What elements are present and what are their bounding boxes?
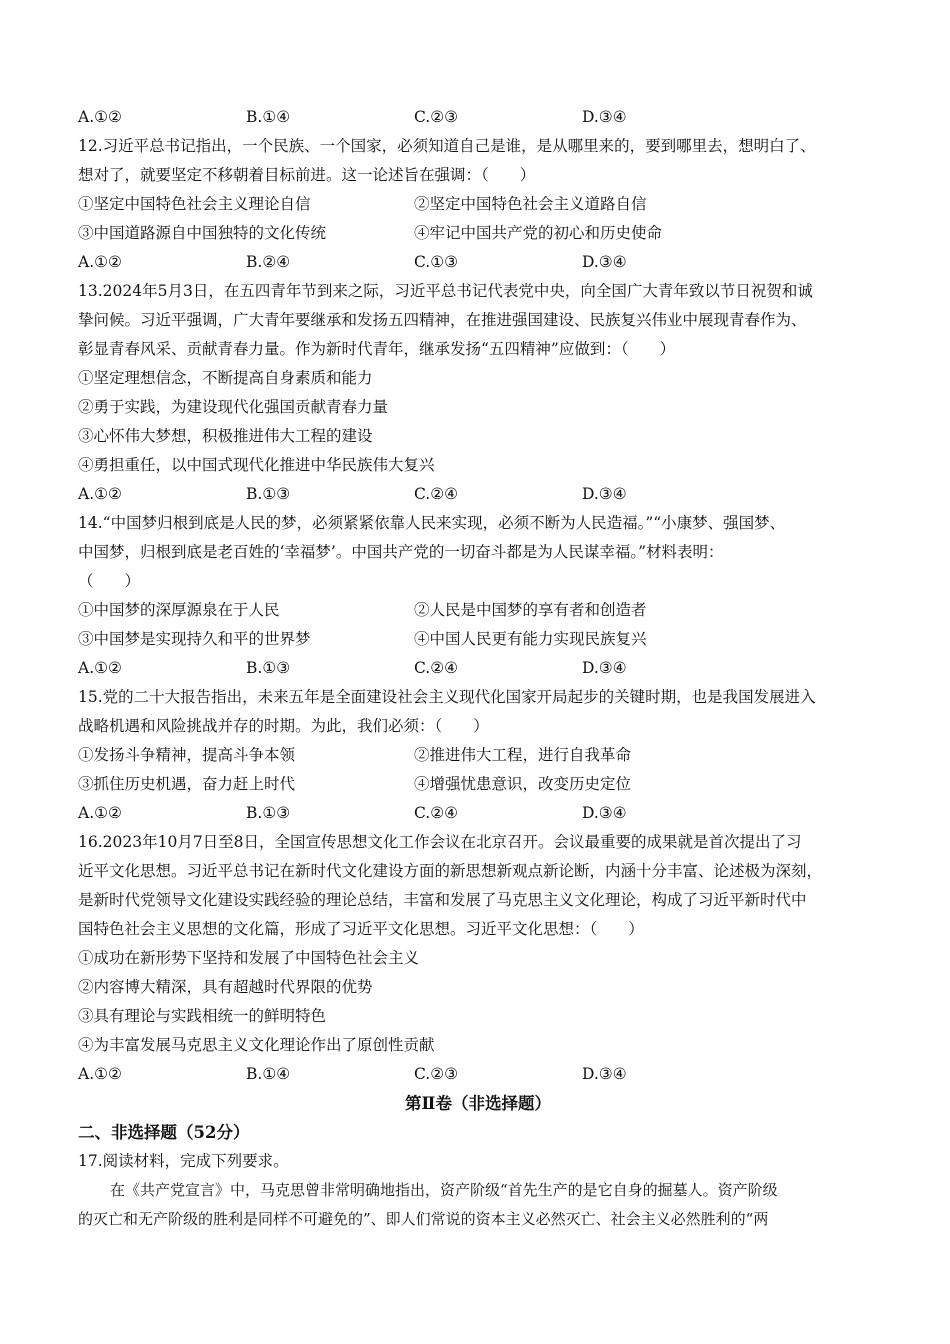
statement: ③中国道路源自中国独特的文化传统 — [78, 224, 327, 242]
option-d: D.③④ — [582, 108, 627, 126]
statement: ④为丰富发展马克思主义文化理论作出了原创性贡献 — [78, 1036, 435, 1054]
option-a: A.①② — [78, 253, 122, 271]
statement: ①坚定中国特色社会主义理论自信 — [78, 195, 311, 213]
material-paragraph: 的灭亡和无产阶级的胜利是同样不可避免的”、即人们常说的资本主义必然灭亡、社会主义必然胜利的“两 — [78, 1210, 769, 1228]
statement: ④牢记中国共产党的初心和历史使命 — [414, 224, 663, 242]
q13-options — [78, 480, 878, 509]
option-b: B.①③ — [246, 485, 291, 503]
question-text: 战略机遇和风险挑战并存的时期。为此，我们必须：（ ） — [78, 717, 489, 735]
statement-row — [78, 770, 878, 799]
option-a: A.①② — [78, 804, 122, 822]
statement: ②推进伟大工程，进行自我革命 — [414, 746, 632, 764]
option-d: D.③④ — [582, 804, 627, 822]
option-c: C.②④ — [414, 485, 459, 503]
question-text: 想对了，就要坚定不移朝着目标前进。这一论述旨在强调：（ ） — [78, 166, 536, 184]
question-text: 是新时代党领导文化建设实践经验的理论总结，丰富和发展了马克思主义文化理论，构成了习近平新时代中 — [78, 891, 807, 909]
option-d: D.③④ — [582, 485, 627, 503]
q11-options — [78, 103, 878, 132]
question-15 — [78, 683, 878, 828]
statement: ①中国梦的深厚源泉在于人民 — [78, 601, 280, 619]
question-text: 彰显青春风采、贡献青春力量。作为新时代青年，继承发扬“五四精神”应做到：（ ） — [78, 340, 676, 358]
option-a: A.①② — [78, 108, 122, 126]
statement-row — [78, 596, 878, 625]
statement: ③中国梦是实现持久和平的世界梦 — [78, 630, 311, 648]
option-b: B.①④ — [246, 1065, 291, 1083]
question-text: 16.2023年10月7日至8日，全国宣传思想文化工作会议在北京召开。会议最重要的成果就是首次提出了习 — [78, 833, 802, 851]
part-title: 第Ⅱ卷（非选择题） — [405, 1094, 551, 1113]
option-a: A.①② — [78, 485, 122, 503]
statement: ④中国人民更有能力实现民族复兴 — [414, 630, 647, 648]
question-text: 挚问候。习近平强调，广大青年要继承和发扬五四精神，在推进强国建设、民族复兴伟业中展现青春作为、 — [78, 311, 807, 329]
statement: ②勇于实践，为建设现代化强国贡献青春力量 — [78, 398, 389, 416]
q16-options — [78, 1060, 878, 1089]
option-c: C.①③ — [414, 253, 459, 271]
q14-options — [78, 654, 878, 683]
statement: ④增强忧患意识，改变历史定位 — [414, 775, 632, 793]
option-c: C.②④ — [414, 659, 459, 677]
question-16 — [78, 828, 878, 1089]
section-heading: 二、非选择题（52分） — [78, 1123, 250, 1142]
question-text: （ ） — [78, 572, 141, 590]
exam-page — [78, 103, 878, 1234]
option-a: A.①② — [78, 659, 122, 677]
statement: ④勇担重任，以中国式现代化推进中华民族伟大复兴 — [78, 456, 435, 474]
option-a: A.①② — [78, 1065, 122, 1083]
question-text: 国特色社会主义思想的文化篇，形成了习近平文化思想。习近平文化思想：（ ） — [78, 920, 644, 938]
statement-row — [78, 219, 878, 248]
q12-options — [78, 248, 878, 277]
question-text: 中国梦，归根到底是老百姓的‘幸福梦’。中国共产党的一切奋斗都是为人民谋幸福。”材料表明： — [78, 543, 724, 561]
statement: ①坚定理想信念，不断提高自身素质和能力 — [78, 369, 373, 387]
question-text: 12.习近平总书记指出，一个民族、一个国家，必须知道自己是谁，是从哪里来的，要到哪里去，想明白了、 — [78, 137, 816, 155]
statement-row — [78, 625, 878, 654]
question-text: 13.2024年5月3日，在五四青年节到来之际，习近平总书记代表党中央，向全国广大青年致以节日祝贺和诚 — [78, 282, 813, 300]
statement: ②内容博大精深，具有超越时代界限的优势 — [78, 978, 373, 996]
option-d: D.③④ — [582, 659, 627, 677]
statement: ③具有理论与实践相统一的鲜明特色 — [78, 1007, 327, 1025]
material-paragraph: 在《共产党宣言》中，马克思曾非常明确地指出，资产阶级“首先生产的是它自身的掘墓人。资产阶级 — [110, 1181, 778, 1199]
question-14 — [78, 509, 878, 683]
statement: ②坚定中国特色社会主义道路自信 — [414, 195, 647, 213]
statement: ①成功在新形势下坚持和发展了中国特色社会主义 — [78, 949, 420, 967]
question-12 — [78, 132, 878, 277]
option-b: B.①④ — [246, 108, 291, 126]
option-b: B.①③ — [246, 659, 291, 677]
question-text: 14.“中国梦归根到底是人民的梦，必须紧紧依靠人民来实现，必须不断为人民造福。”“小康梦、强国梦、 — [78, 514, 786, 532]
statement-row — [78, 741, 878, 770]
question-17-title: 17.阅读材料，完成下列要求。 — [78, 1152, 289, 1170]
option-d: D.③④ — [582, 1065, 627, 1083]
option-c: C.②③ — [414, 1065, 459, 1083]
statement: ③抓住历史机遇，奋力赶上时代 — [78, 775, 296, 793]
statement: ①发扬斗争精神，提高斗争本领 — [78, 746, 296, 764]
statement: ②人民是中国梦的享有者和创造者 — [414, 601, 647, 619]
q15-options — [78, 799, 878, 828]
option-b: B.②④ — [246, 253, 291, 271]
option-c: C.②③ — [414, 108, 459, 126]
option-b: B.①③ — [246, 804, 291, 822]
option-c: C.②④ — [414, 804, 459, 822]
statement-row — [78, 190, 878, 219]
question-text: 15.党的二十大报告指出，未来五年是全面建设社会主义现代化国家开局起步的关键时期，也是我国发展进入 — [78, 688, 816, 706]
question-13 — [78, 277, 878, 509]
question-text: 近平文化思想。习近平总书记在新时代文化建设方面的新思想新观点新论断，内涵十分丰富、论述极为深刻， — [78, 862, 823, 880]
option-d: D.③④ — [582, 253, 627, 271]
statement: ③心怀伟大梦想，积极推进伟大工程的建设 — [78, 427, 373, 445]
